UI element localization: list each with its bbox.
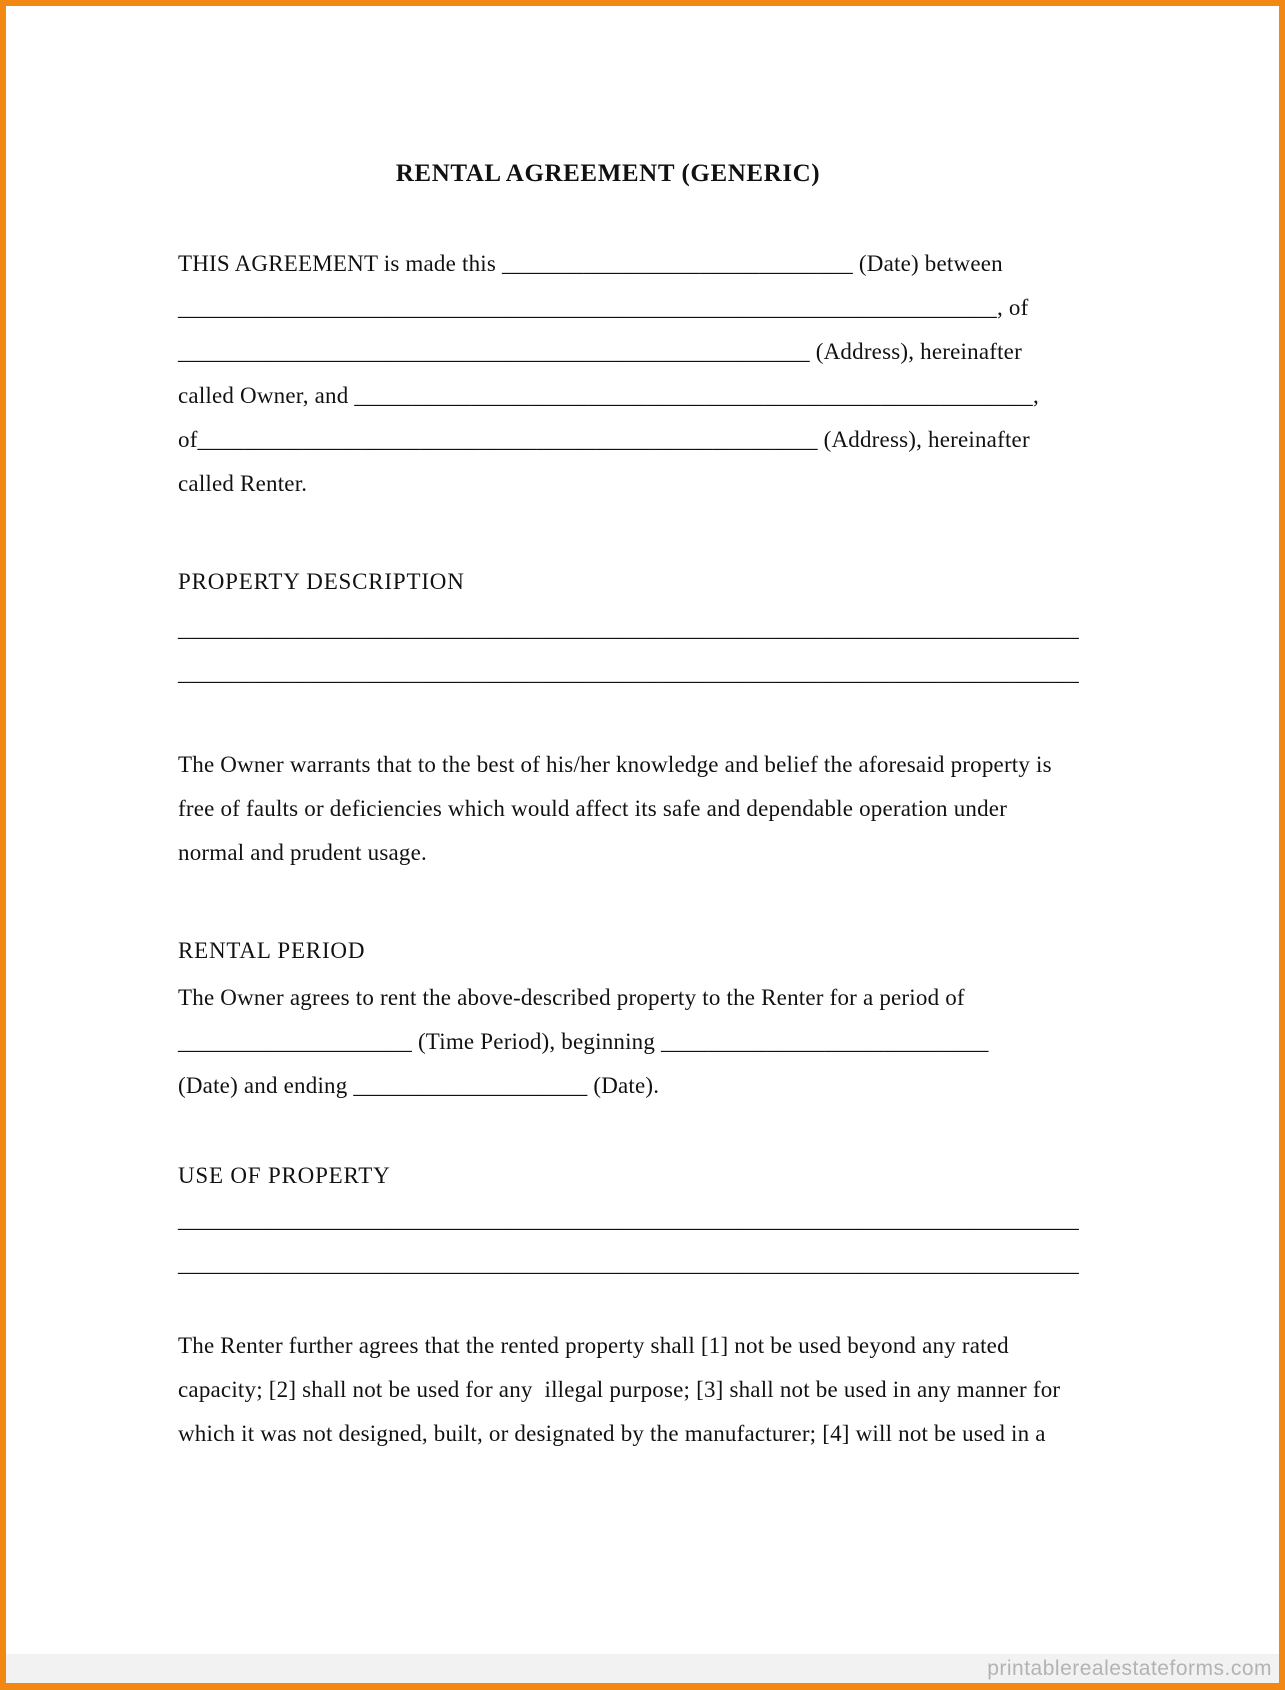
property-description-blank-lines [178,607,1079,695]
section-heading-property-description: PROPERTY DESCRIPTION [178,569,465,594]
use-of-property-blank-lines [178,1198,1079,1286]
paragraph-line: free of faults or deficiencies which would affect its safe and dependable operation under [178,796,1008,821]
paragraph-line: The Owner warrants that to the best of his/her knowledge and belief the aforesaid property is [178,752,1052,777]
intro-line: called Owner, and __________________________________________________________, [178,383,1039,408]
blank-fill-line: _____________________________________________________________________________ [178,616,1079,641]
blank-fill-line: _____________________________________________________________________________ [178,660,1079,685]
paragraph-line: normal and prudent usage. [178,840,427,865]
document-body [6,6,1079,1456]
intro-paragraph [178,242,1073,506]
footer-website-label: printablerealestateforms.com [987,1656,1272,1680]
section-heading-rental-period: RENTAL PERIOD [178,938,366,963]
owner-warranty-paragraph [178,743,1073,875]
paragraph-line: The Owner agrees to rent the above-described property to the Renter for a period of [178,985,965,1010]
paragraph-line: (Date) and ending ____________________ (Date). [178,1073,660,1098]
renter-agreement-paragraph [178,1324,1073,1456]
rental-period-paragraph [178,976,1073,1108]
intro-line: THIS AGREEMENT is made this ______________________________ (Date) between [178,251,1003,276]
intro-line: of_____________________________________________________ (Address), hereinafter [178,427,1030,452]
blank-fill-line: _____________________________________________________________________________ [178,1207,1079,1232]
footer-bar [6,1654,1279,1683]
blank-fill-line: _____________________________________________________________________________ [178,1251,1079,1276]
paragraph-line: which it was not designed, built, or designated by the manufacturer; [4] will not be used in a [178,1421,1046,1446]
paragraph-line: capacity; [2] shall not be used for any illegal purpose; [3] shall not be used in any manner for [178,1377,1061,1402]
document-title: RENTAL AGREEMENT (GENERIC) [395,160,821,187]
paragraph-line: The Renter further agrees that the rented property shall [1] not be used beyond any rated [178,1333,1009,1358]
intro-line: ______________________________________________________________________, of [178,295,1029,320]
intro-line: called Renter. [178,471,308,496]
section-heading-use-of-property: USE OF PROPERTY [178,1163,391,1188]
paragraph-line: ____________________ (Time Period), beginning ____________________________ [178,1029,989,1054]
intro-line: ______________________________________________________ (Address), hereinafter [178,339,1022,364]
